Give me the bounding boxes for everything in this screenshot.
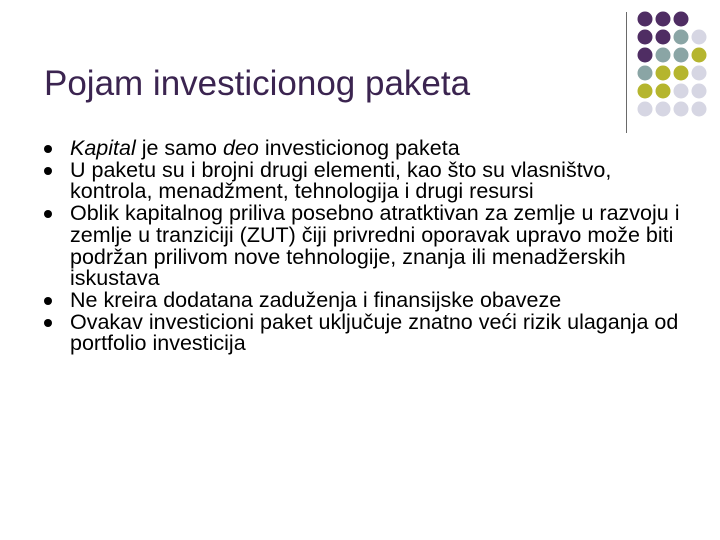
decorative-dot: [674, 48, 689, 63]
bullet-text: je samo: [135, 136, 223, 160]
decorative-dot: [674, 66, 689, 81]
bullet-text: Ne kreira dodatana zaduženja i finansijske obaveze: [70, 287, 562, 312]
decorative-dot: [656, 30, 671, 45]
decorative-dot: [656, 84, 671, 99]
decorative-dot: [656, 12, 671, 27]
bullet-emphasis: deo: [222, 136, 259, 160]
decorative-dot: [674, 12, 689, 27]
decorative-dot: [692, 30, 707, 45]
decorative-dot: [638, 12, 653, 27]
decorative-dot: [656, 66, 671, 81]
decorative-dot: [674, 84, 689, 99]
bullet-icon: [44, 210, 52, 218]
bullet-text: Oblik kapitalnog priliva posebno atratktivan za zemlje u razvoju i zemlje u tranziciji (ZUT) čiji privredni oporavak upravo može biti podržan prilivom nove tehnologije, znanja ili menadžerskih iskustava: [70, 201, 680, 291]
bullet-item: [44, 138, 694, 160]
decorative-dot: [692, 66, 707, 81]
bullet-item: [44, 287, 694, 312]
bullet-item: [44, 203, 694, 290]
bullet-icon: [44, 167, 52, 175]
decorative-dot: [638, 30, 653, 45]
decorative-dot: [692, 84, 707, 99]
decorative-dot: [692, 48, 707, 63]
decorative-dot: [692, 102, 707, 117]
bullet-icon: [44, 145, 52, 153]
dot-grid-decoration: [0, 0, 720, 140]
decorative-dot: [674, 102, 689, 117]
bullet-text: investicionog paketa: [258, 136, 460, 160]
decorative-dot: [638, 48, 653, 63]
bullet-text: U paketu su i brojni drugi elementi, kao što su vlasništvo, kontrola, menadžment, tehnologija i drugi resursi: [70, 157, 612, 204]
bullet-icon: [44, 319, 52, 327]
bullet-text: Ovakav investicioni paket uključuje znatno veći rizik ulaganja od portfolio investicija: [70, 309, 679, 356]
bullet-emphasis: Kapital: [70, 136, 136, 160]
decorative-dot: [638, 66, 653, 81]
decorative-dot: [674, 30, 689, 45]
bullet-icon: [44, 297, 52, 305]
decorative-dot: [638, 102, 653, 117]
bullet-list: [44, 138, 694, 355]
decorative-dot: [638, 84, 653, 99]
decorative-dot: [656, 102, 671, 117]
decorative-dot: [656, 48, 671, 63]
slide-title: Pojam investicionog paketa: [44, 64, 471, 103]
bullet-item: [44, 157, 694, 204]
bullet-item: [44, 309, 694, 356]
